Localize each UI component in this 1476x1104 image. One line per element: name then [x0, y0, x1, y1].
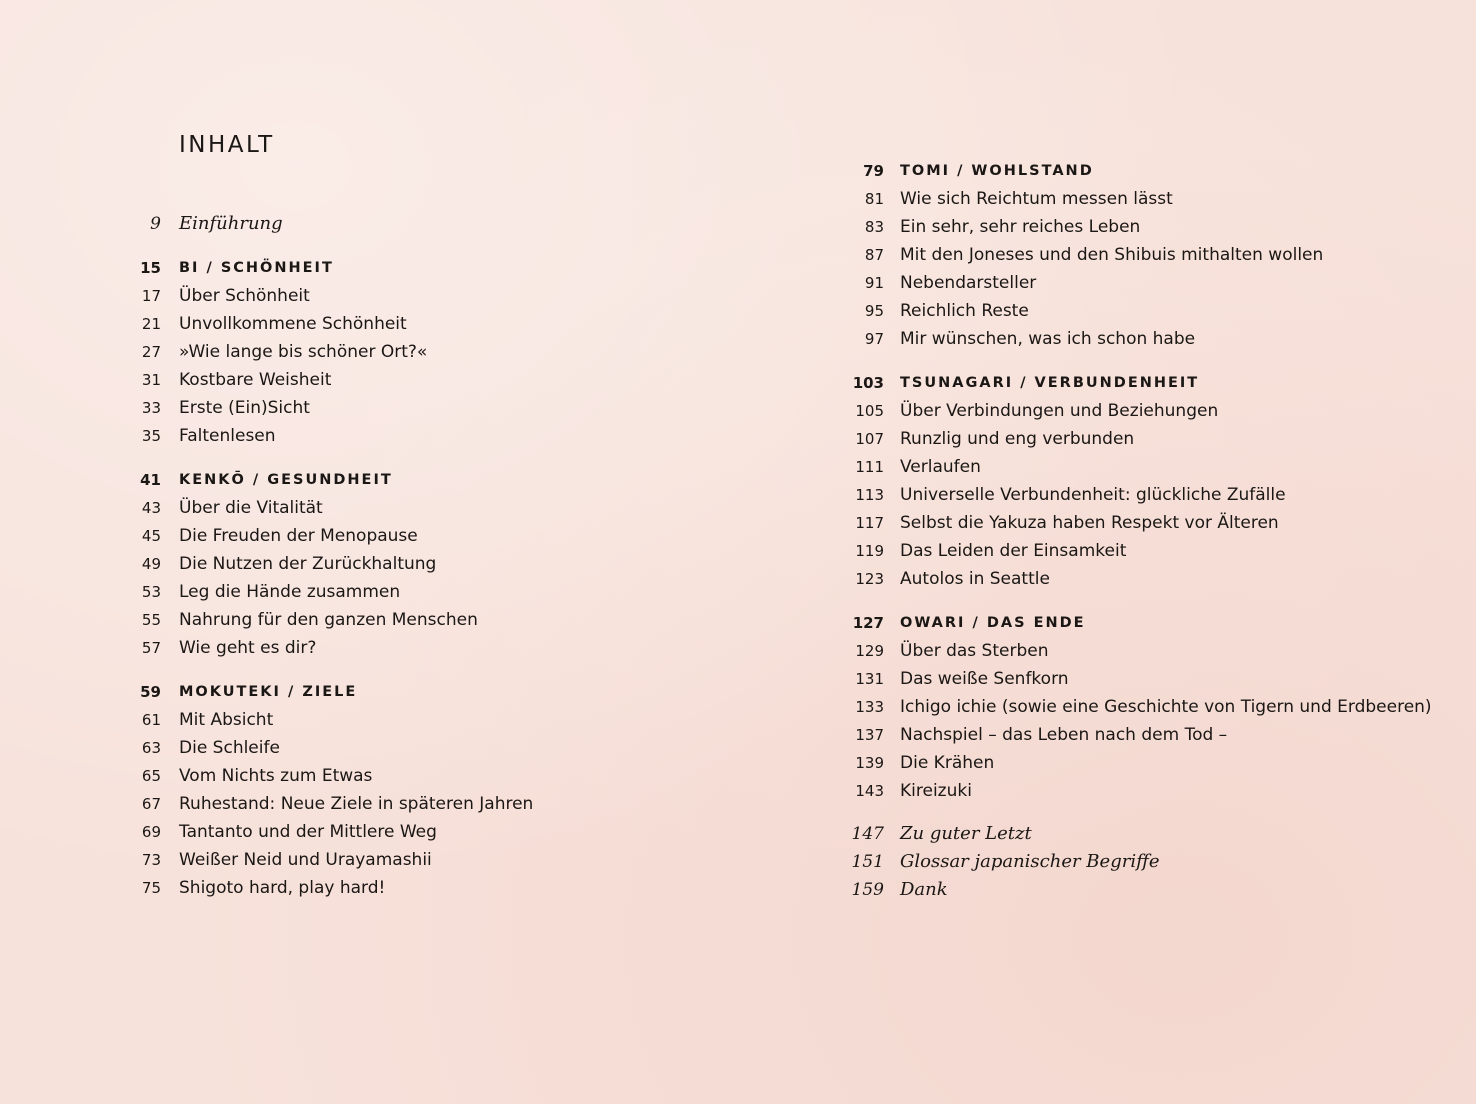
- toc-page-number: 133: [855, 698, 884, 716]
- toc-entry-title: Faltenlesen: [179, 426, 276, 446]
- toc-section-title: TSUNAGARI / VERBUNDENHEIT: [900, 375, 1200, 391]
- toc-page-number: 9: [150, 214, 161, 234]
- toc-page-number: 49: [141, 555, 161, 573]
- toc-page-number: 59: [140, 683, 161, 701]
- toc-entry-title: Kireizuki: [900, 781, 972, 801]
- toc-page-number: 45: [141, 527, 161, 545]
- toc-section-title: OWARI / DAS ENDE: [900, 615, 1086, 631]
- toc-entry-title: Dank: [900, 879, 948, 900]
- toc-entry-title: Das weiße Senfkorn: [900, 669, 1069, 689]
- toc-page-number: 27: [141, 343, 161, 361]
- toc-page-number: 113: [855, 486, 884, 504]
- toc-entry-title: Die Schleife: [179, 738, 280, 758]
- toc-entry-title: Über die Vitalität: [179, 498, 323, 518]
- toc-entry-title: Zu guter Letzt: [900, 823, 1032, 844]
- toc-section-title: BI / SCHÖNHEIT: [179, 260, 334, 276]
- toc-entry-title: Unvollkommene Schönheit: [179, 314, 407, 334]
- toc-entry-title: Nahrung für den ganzen Menschen: [179, 610, 478, 630]
- toc-entry-title: Autolos in Seattle: [900, 569, 1050, 589]
- toc-entry-title: Über Verbindungen und Beziehungen: [900, 401, 1219, 421]
- toc-page-number: 107: [855, 430, 884, 448]
- toc-page-number: 69: [141, 823, 161, 841]
- toc-page-number: 75: [141, 879, 161, 897]
- toc-page-number: 57: [141, 639, 161, 657]
- toc-page-number: 117: [855, 514, 884, 532]
- toc-entry-title: Wie geht es dir?: [179, 638, 317, 658]
- toc-page-number: 131: [855, 670, 884, 688]
- toc-entry-title: Das Leiden der Einsamkeit: [900, 541, 1127, 561]
- toc-page-number: 31: [141, 371, 161, 389]
- toc-page-number: 151: [851, 852, 884, 872]
- toc-entry-title: Reichlich Reste: [900, 301, 1029, 321]
- toc-entry-title: Kostbare Weisheit: [179, 370, 332, 390]
- toc-entry-title: Weißer Neid und Urayamashii: [179, 850, 432, 870]
- toc-page-number: 103: [852, 374, 884, 392]
- toc-entry-title: Shigoto hard, play hard!: [179, 878, 386, 898]
- toc-entry-title: Ein sehr, sehr reiches Leben: [900, 217, 1141, 237]
- toc-entry-title: Wie sich Reichtum messen lässt: [900, 189, 1173, 209]
- toc-page-number: 61: [141, 711, 161, 729]
- toc-entry-title: Verlaufen: [900, 457, 981, 477]
- toc-page-number: 95: [864, 302, 884, 320]
- toc-page-number: 159: [851, 880, 884, 900]
- toc-entry-title: Erste (Ein)Sicht: [179, 398, 310, 418]
- page-title: INHALT: [179, 132, 275, 158]
- toc-page-number: 53: [141, 583, 161, 601]
- toc-section-title: KENKŌ / GESUNDHEIT: [179, 472, 393, 488]
- toc-page-number: 139: [855, 754, 884, 772]
- toc-page-number: 17: [141, 287, 161, 305]
- toc-page-number: 119: [855, 542, 884, 560]
- toc-entry-title: Die Nutzen der Zurückhaltung: [179, 554, 437, 574]
- toc-entry-title: Einführung: [179, 213, 283, 234]
- toc-entry-title: Tantanto und der Mittlere Weg: [179, 822, 437, 842]
- toc-page-number: 123: [855, 570, 884, 588]
- toc-page-number: 127: [852, 614, 884, 632]
- toc-entry-title: Leg die Hände zusammen: [179, 582, 401, 602]
- toc-page-number: 63: [141, 739, 161, 757]
- toc-page-number: 81: [864, 190, 884, 208]
- toc-page-number: 67: [141, 795, 161, 813]
- toc-entry-title: Glossar japanischer Begriffe: [900, 851, 1160, 872]
- toc-page-number: 73: [141, 851, 161, 869]
- toc-page-number: 41: [140, 471, 161, 489]
- toc-entry-title: Vom Nichts zum Etwas: [179, 766, 373, 786]
- toc-entry-title: Mit Absicht: [179, 710, 274, 730]
- toc-page-number: 55: [141, 611, 161, 629]
- toc-page-number: 129: [855, 642, 884, 660]
- toc-entry-title: Mir wünschen, was ich schon habe: [900, 329, 1196, 349]
- toc-page-number: 35: [141, 427, 161, 445]
- toc-entry-title: Ichigo ichie (sowie eine Geschichte von Tigern und Erdbeeren): [900, 697, 1432, 717]
- toc-entry-title: Über das Sterben: [900, 641, 1049, 661]
- toc-page-number: 91: [864, 274, 884, 292]
- toc-page-number: 147: [851, 824, 884, 844]
- toc-entry-title: Nebendarsteller: [900, 273, 1037, 293]
- toc-entry-title: Nachspiel – das Leben nach dem Tod –: [900, 725, 1228, 745]
- toc-page-number: 143: [855, 782, 884, 800]
- toc-page-number: 65: [141, 767, 161, 785]
- toc-page-number: 111: [855, 458, 884, 476]
- toc-entry-title: Die Krähen: [900, 753, 995, 773]
- toc-page-number: 43: [141, 499, 161, 517]
- toc-section-title: MOKUTEKI / ZIELE: [179, 684, 358, 700]
- toc-page-number: 137: [855, 726, 884, 744]
- toc-page-number: 15: [140, 259, 161, 277]
- toc-entry-title: Die Freuden der Menopause: [179, 526, 418, 546]
- toc-page-number: 79: [863, 162, 884, 180]
- toc-page-number: 33: [141, 399, 161, 417]
- toc-entry-title: Ruhestand: Neue Ziele in späteren Jahren: [179, 794, 534, 814]
- toc-page-number: 97: [864, 330, 884, 348]
- toc-entry-title: Mit den Joneses und den Shibuis mithalten wollen: [900, 245, 1324, 265]
- toc-page-number: 83: [864, 218, 884, 236]
- toc-page-number: 105: [855, 402, 884, 420]
- toc-entry-title: Universelle Verbundenheit: glückliche Zufälle: [900, 485, 1286, 505]
- toc-page-number: 87: [864, 246, 884, 264]
- toc-entry-title: »Wie lange bis schöner Ort?«: [179, 342, 428, 362]
- toc-entry-title: Über Schönheit: [179, 286, 310, 306]
- toc-entry-title: Selbst die Yakuza haben Respekt vor Älteren: [900, 513, 1279, 533]
- toc-entry-title: Runzlig und eng verbunden: [900, 429, 1135, 449]
- toc-section-title: TOMI / WOHLSTAND: [900, 163, 1094, 179]
- toc-page-number: 21: [141, 315, 161, 333]
